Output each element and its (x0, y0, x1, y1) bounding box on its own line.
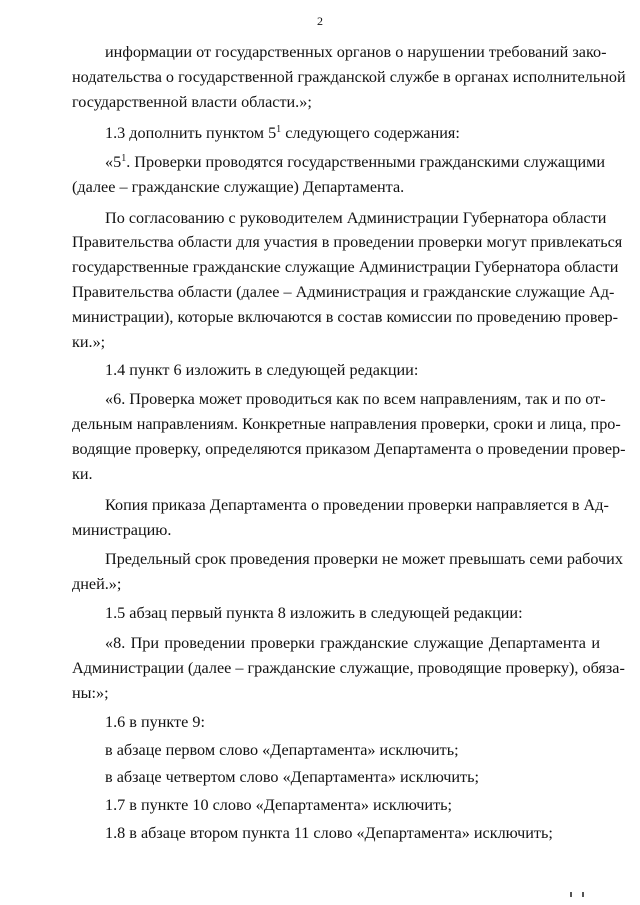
text-line: 1.7 в пункте 10 слово «Департамента» исключить; (105, 796, 453, 814)
text-line: информации от государственных органов о нарушении требований зако- (105, 43, 607, 61)
text-line: (далее – гражданские служащие) Департамента. (72, 178, 405, 196)
text-line: «8. При проведении проверки гражданские служащие Департамента и (105, 634, 600, 652)
text-line: 1.4 пункт 6 изложить в следующей редакции: (105, 361, 419, 379)
text-line: По согласованию с руководителем Администрации Губернатора области (105, 209, 607, 227)
text-line: Копия приказа Департамента о проведении проверки направляется в Ад- (105, 496, 609, 514)
text-line: в абзаце четвертом слово «Департамента» исключить; (105, 768, 479, 786)
text-line: нодательства о государственной гражданской службе в органах исполнительной (72, 68, 626, 86)
text-line: дельным направлениям. Конкретные направления проверки, сроки и лица, про- (72, 415, 621, 433)
text-line: министрацию. (72, 521, 172, 539)
text-line: ки.»; (72, 333, 106, 351)
text-line: Правительства области (далее – Администрация и гражданские служащие Ад- (72, 283, 615, 301)
page-number: 2 (317, 14, 323, 28)
scan-mark (582, 892, 584, 897)
text-line: 1.6 в пункте 9: (105, 713, 205, 731)
text-line: ны:»; (72, 684, 109, 702)
superscript: 1 (276, 124, 282, 135)
text-line: 1.3 дополнить пунктом $5^1$ следующего содержания: (105, 124, 460, 142)
text-line: водящие проверку, определяются приказом Департамента о проведении провер- (72, 440, 626, 458)
text-line: Администрации (далее – гражданские служащие, проводящие проверку), обяза- (72, 659, 625, 677)
text-line: государственные гражданские служащие Администрации Губернатора области (72, 258, 619, 276)
text-line: государственной власти области.»; (72, 93, 312, 111)
superscript: 1 (121, 153, 127, 164)
text-line: Предельный срок проведения проверки не может превышать семи рабочих (105, 550, 623, 568)
scan-mark (570, 892, 572, 897)
text-line: 1.8 в абзаце втором пункта 11 слово «Департамента» исключить; (105, 824, 553, 842)
text-line: ки. (72, 465, 93, 483)
text-line: «6. Проверка может проводиться как по всем направлениям, так и по от- (105, 390, 606, 408)
text-line: Правительства области для участия в проведении проверки могут привлекаться (72, 233, 623, 251)
text-line: 1.5 абзац первый пункта 8 изложить в следующей редакции: (105, 604, 523, 622)
text-line: министрации), которые включаются в состав комиссии по проведению провер- (72, 308, 619, 326)
text-line: «$5^1$. Проверки проводятся государственными гражданскими служащими (105, 153, 606, 171)
text-line: дней.»; (72, 575, 122, 593)
text-line: в абзаце первом слово «Департамента» исключить; (105, 741, 459, 759)
